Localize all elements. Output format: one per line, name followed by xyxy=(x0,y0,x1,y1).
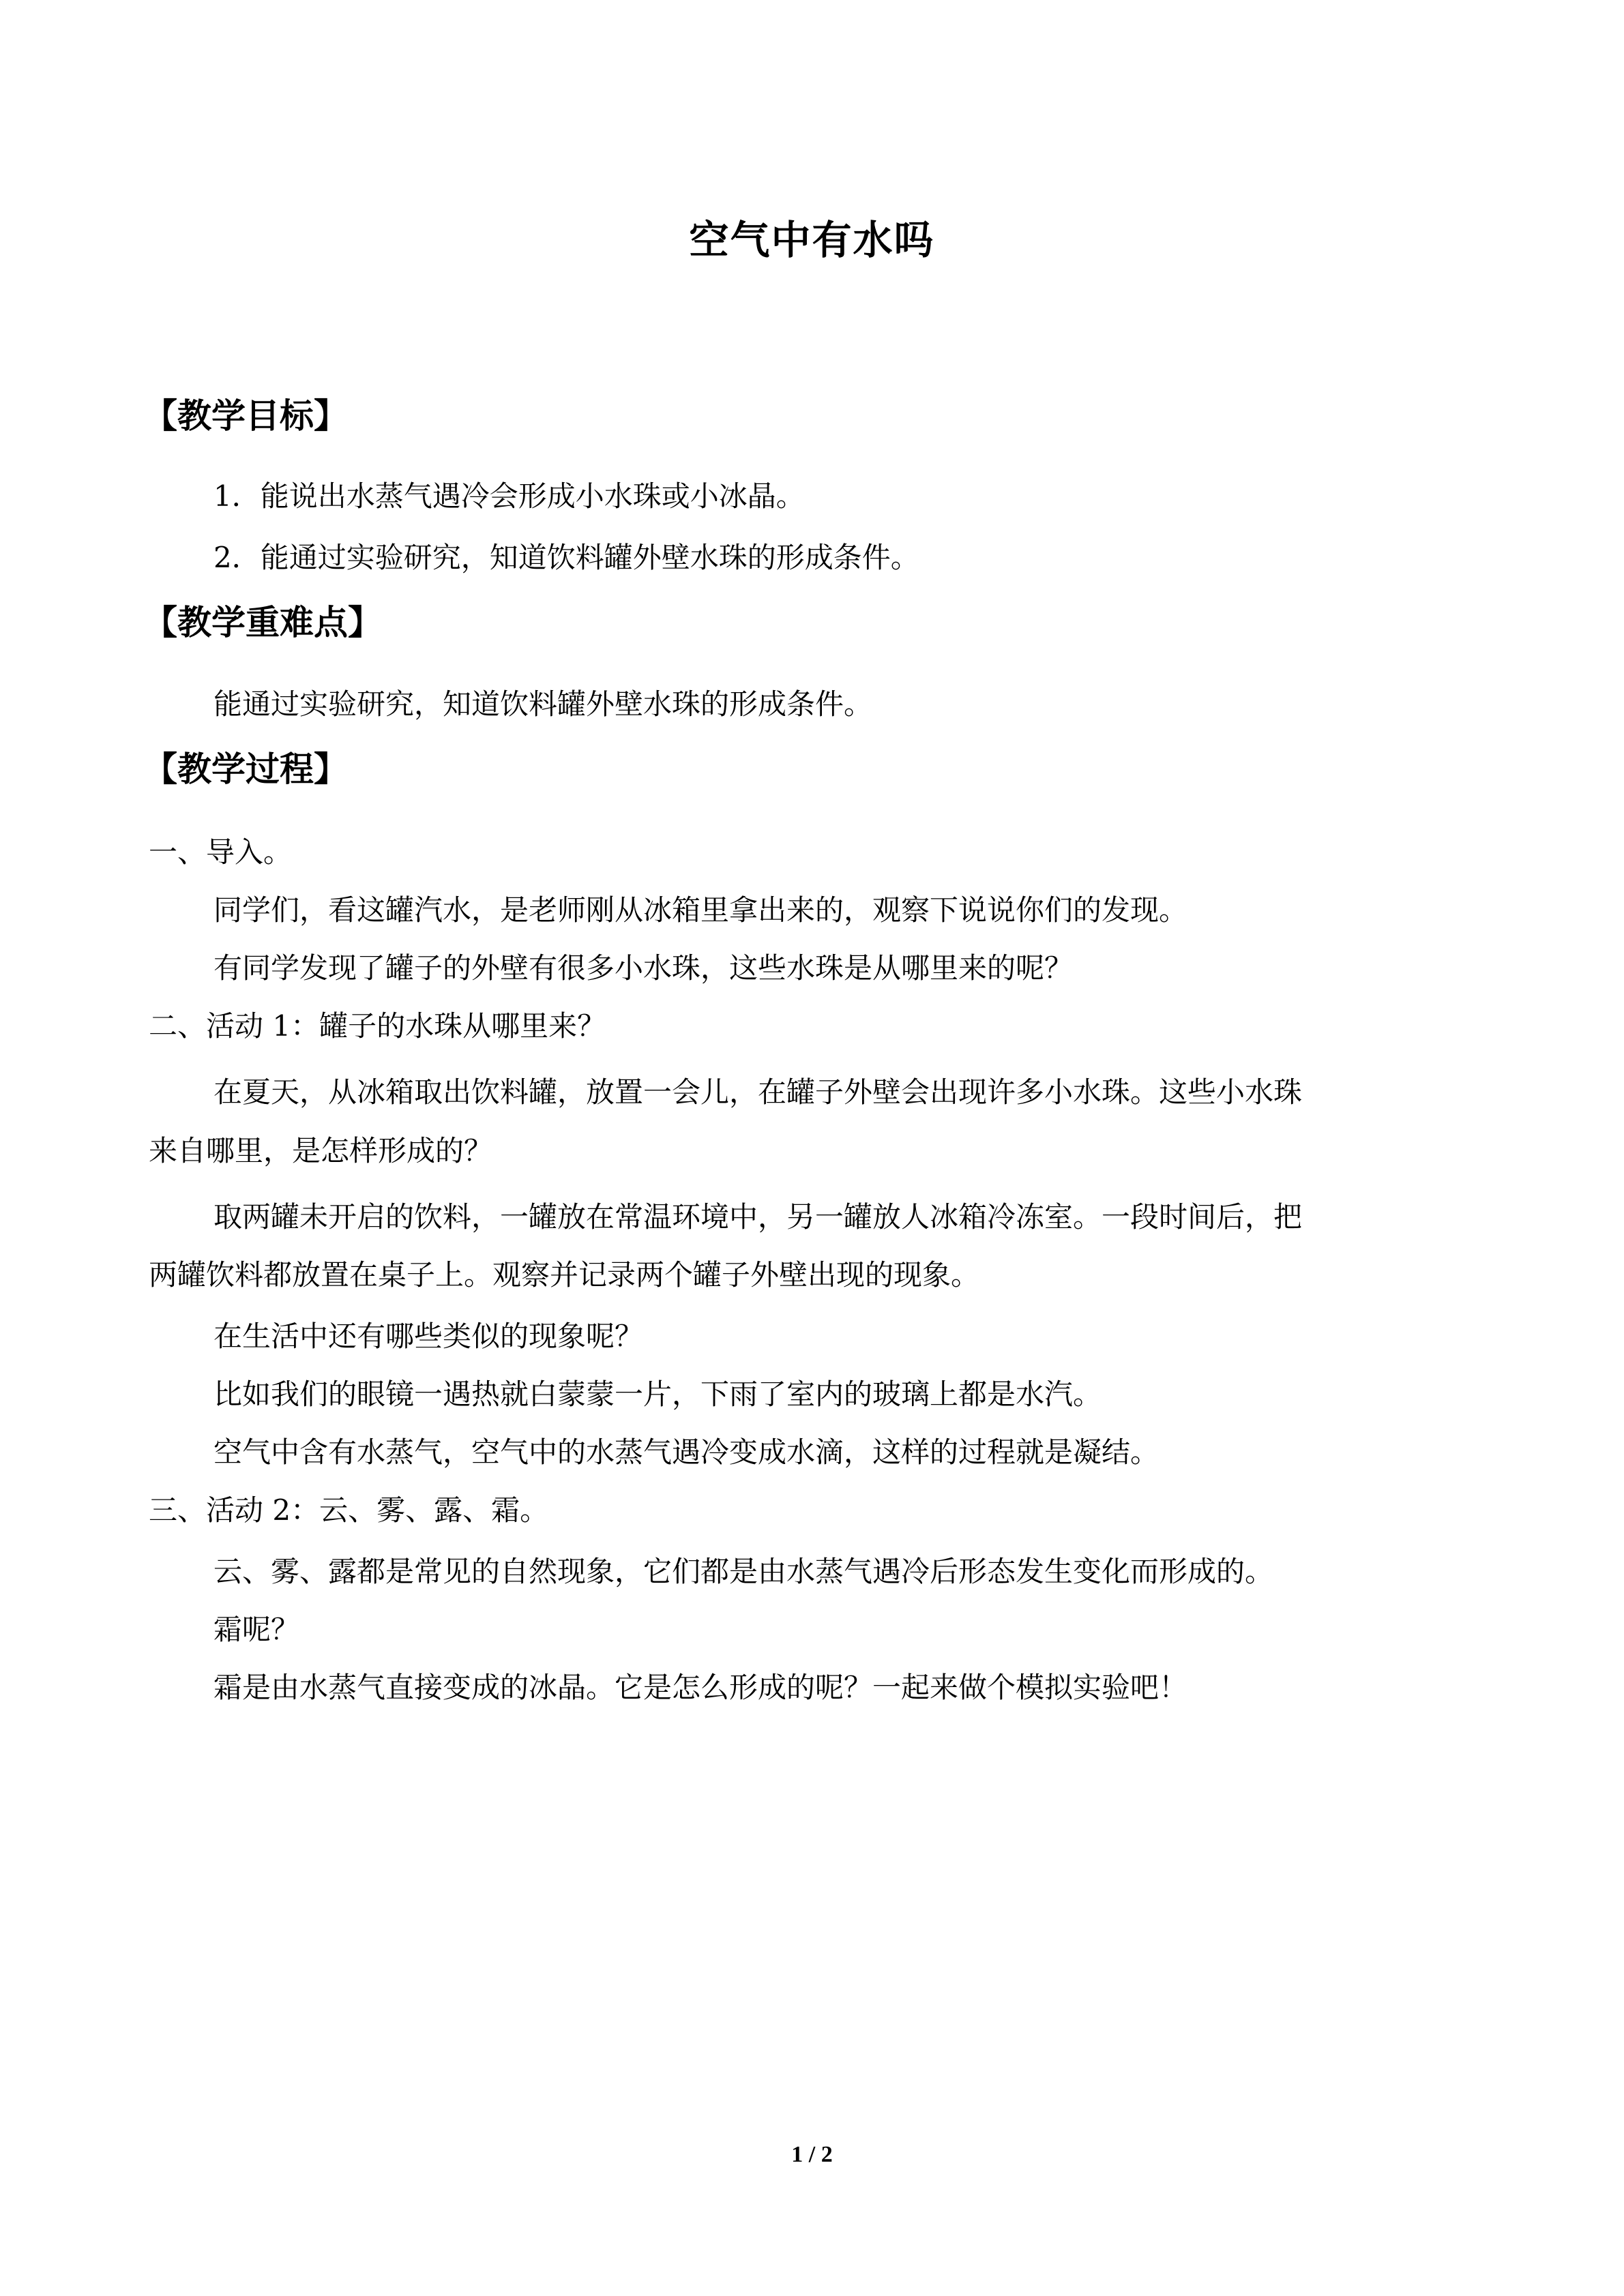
process-paragraph-continuation: 来自哪里，是怎样形成的？ xyxy=(149,1134,493,1167)
process-paragraph: 霜呢？ xyxy=(213,1613,300,1646)
process-paragraph: 云、雾、露都是常见的自然现象，它们都是由水蒸气遇冷后形态发生变化而形成的。 xyxy=(213,1555,1274,1588)
objectives-heading: 【教学目标】 xyxy=(143,396,348,436)
process-paragraph: 空气中含有水蒸气，空气中的水蒸气遇冷变成水滴，这样的过程就是凝结。 xyxy=(213,1435,1160,1469)
process-section-intro-heading: 一、导入。 xyxy=(149,835,293,869)
process-section-activity2-heading: 三、活动 2：云、雾、露、霜。 xyxy=(149,1493,549,1527)
page-number: 1 / 2 xyxy=(791,2142,833,2167)
process-paragraph: 取两罐未开启的饮料，一罐放在常温环境中，另一罐放人冰箱冷冻室。一段时间后，把 xyxy=(213,1200,1303,1234)
process-paragraph: 霜是由水蒸气直接变成的冰晶。它是怎么形成的呢？一起来做个模拟实验吧！ xyxy=(213,1671,1188,1704)
process-paragraph: 有同学发现了罐子的外壁有很多小水珠，这些水珠是从哪里来的呢？ xyxy=(213,951,1074,985)
process-paragraph: 在生活中还有哪些类似的现象呢？ xyxy=(213,1320,644,1353)
process-paragraph: 在夏天，从冰箱取出饮料罐，放置一会儿，在罐子外壁会出现许多小水珠。这些小水珠 xyxy=(213,1075,1303,1109)
objective-item-2: 2．能通过实验研究，知道饮料罐外壁水珠的形成条件。 xyxy=(213,541,919,574)
process-section-activity1-heading: 二、活动 1：罐子的水珠从哪里来？ xyxy=(149,1009,606,1043)
document-title: 空气中有水吗 xyxy=(689,217,935,263)
key-points-text: 能通过实验研究，知道饮料罐外壁水珠的形成条件。 xyxy=(213,687,873,721)
process-paragraph: 同学们，看这罐汽水，是老师刚从冰箱里拿出来的，观察下说说你们的发现。 xyxy=(213,893,1188,927)
process-paragraph-continuation: 两罐饮料都放置在桌子上。观察并记录两个罐子外壁出现的现象。 xyxy=(149,1258,980,1292)
process-heading: 【教学过程】 xyxy=(143,749,348,789)
key-points-heading: 【教学重难点】 xyxy=(143,603,382,642)
process-paragraph: 比如我们的眼镜一遇热就白蒙蒙一片，下雨了室内的玻璃上都是水汽。 xyxy=(213,1377,1102,1411)
objective-item-1: 1．能说出水蒸气遇冷会形成小水珠或小冰晶。 xyxy=(213,479,805,513)
